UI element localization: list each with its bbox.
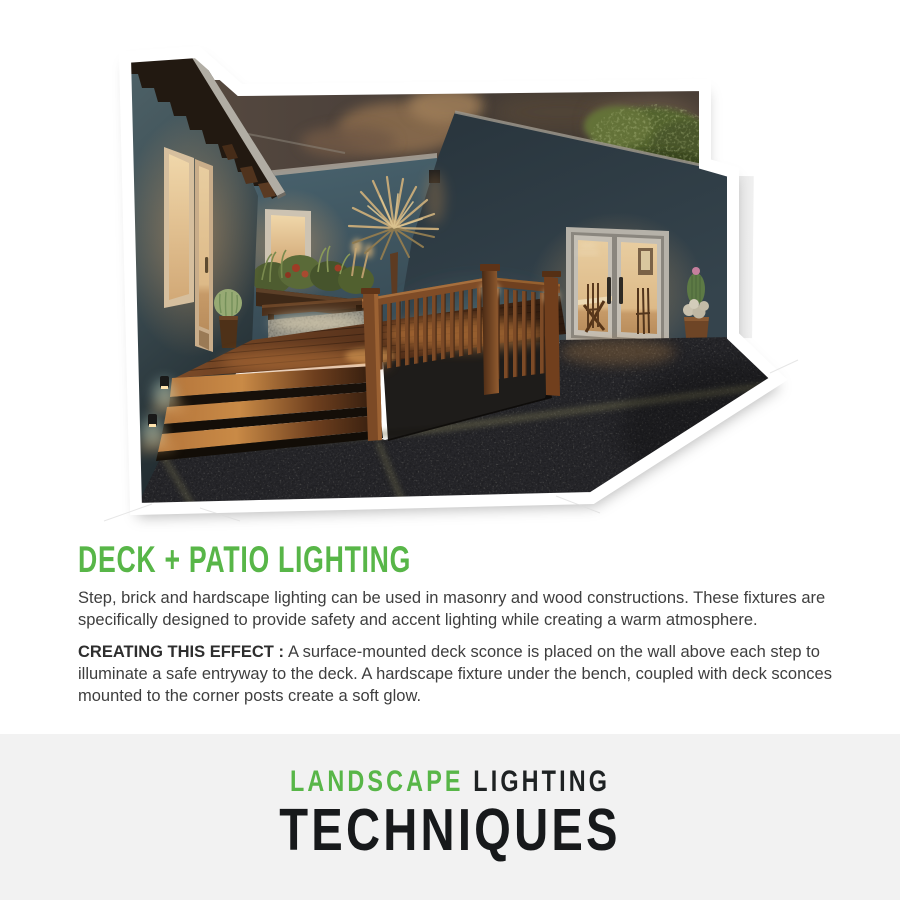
dining-chair <box>636 288 650 334</box>
french-doors <box>566 227 669 347</box>
brand-title: TECHNIQUES <box>279 797 621 863</box>
post-cap <box>361 288 380 294</box>
door-light-pool <box>560 339 676 365</box>
copy-block <box>78 541 834 708</box>
brand-word-landscape: LANDSCAPE <box>289 765 464 798</box>
page-title: DECK + PATIO LIGHTING <box>78 539 412 580</box>
effect-text: A surface-mounted deck sconce is placed on the wall above each step to illuminate a safe entryway to the deck. A hardscape fixture under the bench, coupled with deck sconces mounted to the corner posts create a soft glow. <box>78 642 832 705</box>
door-handle <box>607 277 611 304</box>
effect-label: CREATING THIS EFFECT : <box>78 642 284 661</box>
door-handle <box>619 277 623 304</box>
entry-door-glass <box>199 166 209 330</box>
brand-line <box>99 765 801 798</box>
brand-footer <box>0 734 900 900</box>
entry-lit-window <box>169 154 189 300</box>
cactus-pot <box>219 316 238 348</box>
post-cap <box>542 271 561 277</box>
glass-decal <box>580 244 596 248</box>
post-cap <box>480 264 500 271</box>
effect-paragraph <box>78 642 834 708</box>
glass-decal <box>578 251 598 255</box>
entry-door-handle <box>205 257 208 273</box>
cloud <box>300 126 396 158</box>
brand-word-lighting: LIGHTING <box>473 765 611 798</box>
dining-chair <box>586 283 600 328</box>
cactus-bloom <box>692 267 700 275</box>
railing-post <box>544 276 560 396</box>
intro-paragraph: Step, brick and hardscape lighting can be used in masonry and wood constructions. These fixtures are specifically designed to provide safety and accent lighting while creating a warm atmosphere. <box>78 589 826 629</box>
corner-post <box>482 268 499 395</box>
